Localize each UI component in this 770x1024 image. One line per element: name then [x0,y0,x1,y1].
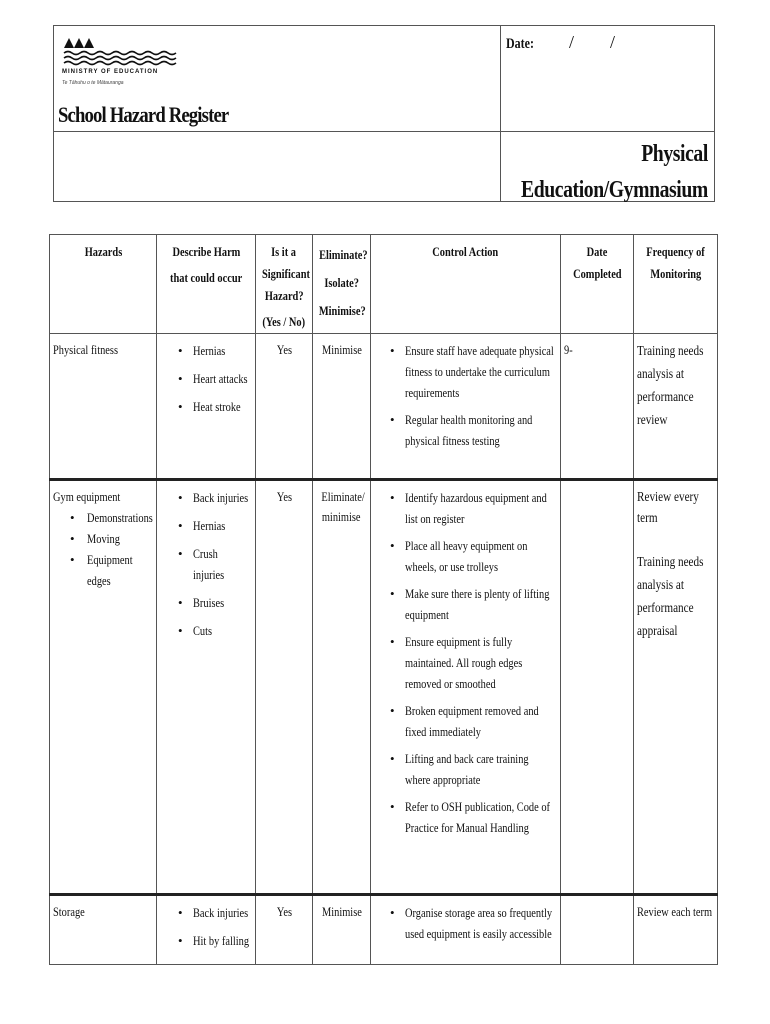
action-value: Minimise [321,904,362,919]
action-value: minimise [322,509,361,524]
ministry-name: MINISTRY OF EDUCATION [62,69,159,75]
harm-item: Hernias [193,343,226,358]
control-line: • Ensure equipment is fully [405,634,513,649]
area-title-line: Education/Gymnasium [521,177,708,203]
control-line: used equipment is easily accessible [405,926,552,941]
harm-item: Back injuries [193,490,249,505]
header-divider-horizontal [54,131,714,132]
harm-item: Heat stroke [193,399,241,414]
control-line: • Refer to OSH publication, Code of [405,799,550,814]
monitoring-line: performance [637,390,694,405]
harm-item: Bruises [193,595,225,610]
control-line: • Place all heavy equipment on [405,538,528,553]
control-line: equipment [405,607,449,622]
hazard-subitem: Demonstrations [87,510,153,525]
significant-value: Yes [276,342,292,357]
control-line: maintained. All rough edges [405,655,523,670]
harm-item: • Crush [193,546,218,561]
column-header-control: Control Action [371,235,561,334]
control-line: • Make sure there is plenty of lifting [405,586,550,601]
register-title: School Hazard Register [58,102,229,127]
hazard-name: Storage [53,904,85,919]
column-header-frequency: Frequency of Monitoring [634,235,718,334]
action-value: Minimise [321,342,362,357]
control-line: fixed immediately [405,724,481,739]
monitoring-line: analysis at [637,578,684,593]
date-separator: / [610,32,616,52]
significant-value: Yes [276,489,292,504]
hazard-subitem: • Equipment [87,552,133,567]
control-line: • Organise storage area so frequently [405,905,553,920]
hazard-subitem: edges [87,573,111,588]
date-label: Date: [506,36,534,52]
table-header-row [50,235,718,334]
area-title-line: Physical [641,141,708,167]
control-line: list on register [405,511,465,526]
control-line: removed or smoothed [405,676,496,691]
hazard-table [49,234,718,965]
control-line: requirements [405,385,460,400]
monitoring-line: review [637,413,668,428]
control-line: wheels, or use trolleys [405,559,499,574]
column-header-eliminate: Eliminate? Isolate? Minimise? [313,235,371,334]
harm-item: Hit by falling [193,933,250,948]
column-header-date: Date Completed [561,235,634,334]
harm-item: Heart attacks [193,371,248,386]
monitoring-line: Review each term [637,904,713,919]
control-line: • Broken equipment removed and [405,703,539,718]
date-completed: 9- [564,342,573,357]
ministry-logo-icon [62,36,182,96]
control-line: • Identify hazardous equipment and [405,490,547,505]
monitoring-line: Review every [637,490,699,505]
control-line: physical fitness testing [405,433,500,448]
column-header-significant: Is it a Significant Hazard? (Yes / No) [256,235,313,334]
hazard-name: Gym equipment [53,489,121,504]
control-line: fitness to undertake the curriculum [405,364,550,379]
harm-item: injuries [193,567,225,582]
significant-value: Yes [276,904,292,919]
table-row [50,895,718,965]
monitoring-line: term [637,511,658,526]
header-divider-vertical [500,26,501,201]
control-line: where appropriate [405,772,481,787]
harm-item: Cuts [193,623,213,638]
table-row [50,480,718,895]
column-header-harm: Describe Harm that could occur [157,235,256,334]
hazard-subitem: Moving [87,531,120,546]
monitoring-line: appraisal [637,624,678,639]
hazard-name: Physical fitness [53,342,118,357]
control-line: • Ensure staff have adequate physical [405,343,554,358]
harm-item: Back injuries [193,905,249,920]
monitoring-line: performance [637,601,694,616]
action-value: Eliminate/ [321,489,365,504]
monitoring-line: Training needs [637,555,704,570]
control-line: • Regular health monitoring and [405,412,533,427]
date-separator: / [569,32,575,52]
column-header-hazards: Hazards [50,235,157,334]
monitoring-line: analysis at [637,367,684,382]
area-title [521,136,708,208]
ministry-subtitle: Te Tāhuhu o te Mātauranga [62,80,124,86]
control-line: Practice for Manual Handling [405,820,529,835]
harm-item: Hernias [193,518,226,533]
monitoring-line: Training needs [637,344,704,359]
control-line: • Lifting and back care training [405,751,529,766]
register-header [53,25,715,202]
table-row [50,334,718,480]
